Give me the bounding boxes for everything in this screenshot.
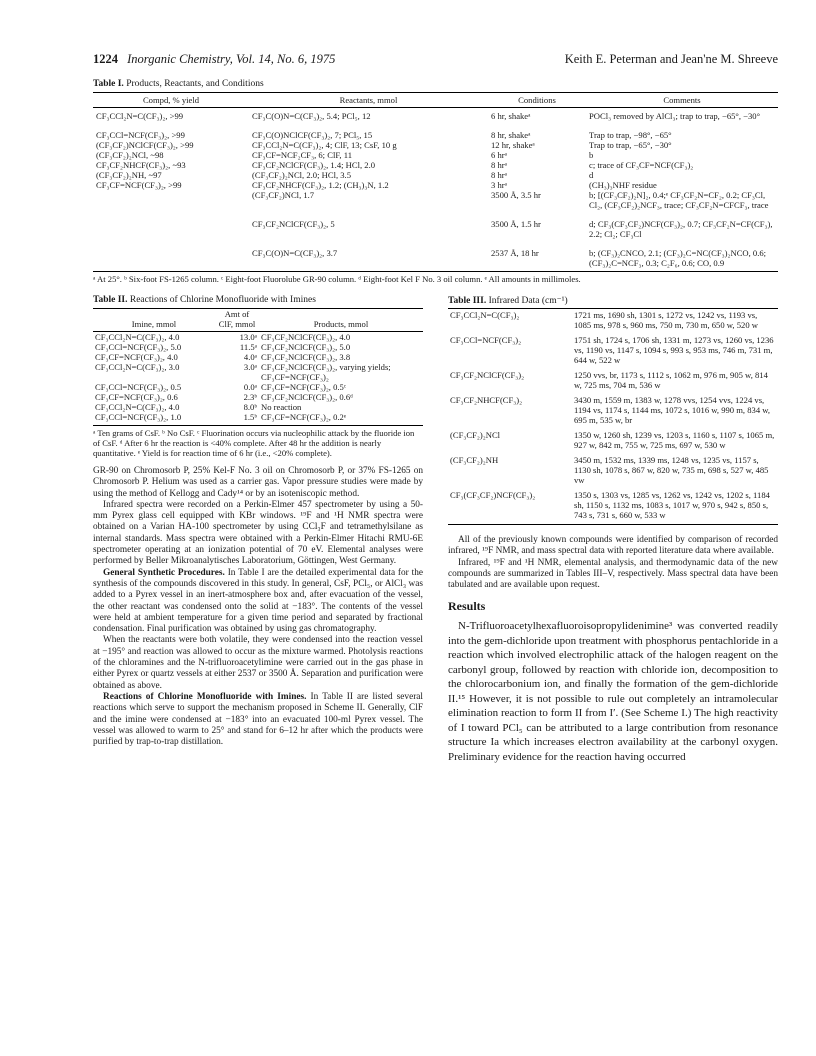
table-row: CF₃(CF₃CF₂)NCF(CF₃)₂ 1350 s, 1303 vs, 1285 vs, 1262 vs, 1242 vs, 1202 s, 1184 sh, 1150 s, 1132 ms, 1083 s, 1017 w, 970 s, 942 s, 850 s, 743 s, 731 s, 660 w, 533 w: [450, 490, 770, 520]
table-row: CF₃CCl₂N=C(CF₃)₂, 3.0 3.0ᵃ CF₃CF₂NClCF(CF₃)₂, varying yields; CF₃CF=NCF(CF₃)₂: [95, 362, 391, 382]
table2-caption: Table II. Reactions of Chlorine Monofluoride with Imines: [93, 295, 316, 305]
table1-header: Conditions: [488, 93, 586, 108]
paragraph: Infrared, ¹⁹F and ¹H NMR, elemental analysis, and thermodynamic data of the new compounds are summarized in Tables III–V, respectively. Mass spectral data have been tabulated and are available upon request.: [448, 557, 778, 591]
table-row: CF₃CCl=NCF(CF₃)₂, >99 CF₃C(O)NClCF(CF₃)₂, 7; PCl₅, 15 8 hr, shakeᵃ Trap to trap, −98°, −65°: [96, 130, 672, 140]
table-row: (CF₃CF₂)NClCF(CF₃)₂, >99 CF₃CCl₂N=C(CF₃)₂, 4; ClF, 13; CsF, 10 g 12 hr, shakeᵃ Trap to trap, −65°, −30°: [96, 140, 672, 150]
paragraph: N-Trifluoroacetylhexafluoroisopropylidenimine³ was converted readily into the gem-dichloride upon treatment with phosphorus pentachloride in a reaction which involved electrophilic attack of the halogen reagent on the carbonyl group, followed by reaction with chloride ion, decomposition to the chlorocarbonium ion, and finally the formation of the gem-dichloride II.¹⁵ However, it is not possible to rule out completely an intramolecular elimination reaction to form II from I′. (See Scheme I.) The high reactivity of I toward PCl₅ can be attributed to a large contribution from resonance structure Ia which increases electron availability at the carbonyl oxygen. Preliminary evidence for the reaction having occurred: [448, 620, 778, 763]
table-row: CF₃CF=NCF(CF₃)₂, 0.6 2.3ᵇ CF₃CF₂NClCF(CF₃)₂, 0.6ᵈ: [95, 392, 353, 402]
table-row: CF₃CCl=NCF(CF₃)₂, 5.0 11.5ᵃ CF₃CF₂NClCF(CF₃)₂, 5.0: [95, 342, 351, 352]
table-row: CF₃CCl₂N=C(CF₃)₂, >99 CF₃C(O)N=C(CF₃)₂, 5.4; PCl₅, 12 6 hr, shakeᵃ POCl₃ removed by AlCl₃; trap to trap, −65°, −30°: [96, 111, 761, 121]
experimental-text: [93, 466, 423, 748]
table-row: (CF₃CF₂)₂NH, ~97 (CF₃CF₂)₂NCl, 2.0; HCl, 3.5 8 hrᵃ d: [96, 170, 594, 180]
results-text: [448, 535, 778, 764]
table1-header: Comments: [586, 93, 778, 108]
table2-header: Imine, mmol: [93, 309, 215, 330]
table-row: (CF₃CF₂)₂NCl, ~98 CF₃CF=NCF₂CF₃, 6; ClF, 11 6 hrᵃ b: [96, 150, 594, 160]
table-row: CF₃CCl=NCF(CF₃)₂, 1.0 1.5ᵇ CF₃CF=NCF(CF₃)₂, 0.2ᵉ: [95, 412, 347, 422]
section-heading: General Synthetic Procedures.: [103, 567, 225, 578]
table3-caption: Table III. Infrared Data (cm⁻¹): [448, 296, 568, 306]
table-row: CF₃CCl₂N=C(CF₃)₂, 4.0 8.0ᵇ No reaction: [95, 402, 302, 412]
table2-footnote: ᵃ Ten grams of CsF. ᵇ No CsF. ᶜ Fluorination occurs via nucleophilic attack by the fluoride ion of CsF. ᵈ After 6 hr the reaction is <40% complete. After 48 hr the addition is nearly quantitative. ᵉ Yield is for reaction time of 6 hr (i.e., <20% complete).: [93, 425, 423, 458]
table-row: CF₃CF₂NHCF(CF₃)₂, ~93 CF₃CF₂NClCF(CF₃)₂, 1.4; HCl, 2.0 8 hrᵃ c; trace of CF₃CF=NCF(CF₃)₂: [96, 160, 694, 170]
table-row: CF₃CF=NCF(CF₃)₂, 4.0 4.0ᵃ CF₃CF₂NClCF(CF₃)₂, 3.8: [95, 352, 351, 362]
table2-header: Amt of ClF, mmol: [215, 309, 259, 330]
paragraph: GR-90 on Chromosorb P, 25% Kel-F No. 3 oil on Chromosorb P, or 37% FS-1265 on Chromosorb P. Helium was used as a carrier gas. Vapor pressure studies were made by using the method of Kellogg and Cady¹⁴ or by an isoteniscopic method.: [93, 466, 423, 499]
table-row: (CF₃CF₂)₂NCl 1350 w, 1260 sh, 1239 vs, 1203 s, 1160 s, 1107 s, 1065 m, 927 w, 842 m, 755 w, 725 ms, 697 w, 530 w: [450, 430, 775, 450]
table-row: CF₃C(O)N=C(CF₃)₂, 3.7 2537 Å, 18 hr b; (CF₃)₂CNCO, 2.1; (CF₃)₂C=NC(CF₃)₂NCO, 0.6; (CF₃)₂C=NCF₃, 0.3; C₂F₆, 0.6; CO, 0.9: [252, 248, 767, 268]
left-column: [93, 295, 423, 764]
paragraph: General Synthetic Procedures. In Table I are the detailed experimental data for the synthesis of the compounds discovered in this study. In general, CsF, PCl₅, or AlCl₃ was added to a Pyrex vessel in an inert-atmosphere box and, after evacuation of the vessel, the other reactant was condensed onto the solid at −183°. The contents of the vessel were held at ambient temperature for a given time period and separated by fractional condensation. Final purification was obtained by using gas chromatography.: [93, 567, 423, 635]
table-row: CF₃CCl=NCF(CF₃)₂, 0.5 0.0ᵃ CF₃CF=NCF(CF₃)₂, 0.5ᶜ: [95, 382, 347, 392]
journal-citation: Inorganic Chemistry, Vol. 14, No. 6, 1975: [127, 52, 336, 66]
table1-header: Reactants, mmol: [249, 93, 488, 108]
table1-caption: Table I. Products, Reactants, and Conditions: [93, 79, 264, 89]
table-row: CF₃CF₂NClCF(CF₃)₂ 1250 vvs, br, 1173 s, 1112 s, 1062 m, 976 m, 905 w, 814 w, 725 ms, 704 m, 536 w: [450, 370, 768, 390]
results-heading: Results: [448, 599, 486, 614]
right-column: [448, 295, 778, 764]
table3: [448, 308, 778, 525]
table-row: CF₃CCl=NCF(CF₃)₂ 1751 sh, 1724 s, 1706 sh, 1331 m, 1273 vs, 1260 vs, 1236 vs, 1190 vs, 1147 s, 1094 s, 993 s, 953 ms, 746 m, 731 m, 644 w, 522 w: [450, 335, 774, 365]
table-row: (CF₃CF₂)NCl, 1.7 3500 Å, 3.5 hr b; [(CF₃CF₂)₂N]₂, 0.4;ᵉ CF₃CF₂N=CF₂, 0.2; CF₃Cl, Cl₂, (CF₃CF₂)₂NCF₃, trace; CF₃CF₂N=CFCF₃, trace: [252, 190, 769, 210]
table-row: CF₃CF₂NClCF(CF₃)₂, 5 3500 Å, 1.5 hr d; CF₃(CF₃CF₂)NCF(CF₃)₂, 0.7; CF₃CF₂N=CF(CF₃), 2.2; Cl₂; CF₃Cl: [252, 219, 773, 239]
page-header: [93, 52, 778, 67]
table1-footnote: ᵃ At 25°. ᵇ Six-foot FS-1265 column. ᶜ Eight-foot Fluorolube GR-90 column. ᵈ Eight-foot Kel F No. 3 oil column. ᵉ All amounts in millimoles.: [93, 271, 778, 285]
table-row: CF₃CCl₂N=C(CF₃)₂, 4.0 13.0ᵃ CF₃CF₂NClCF(CF₃)₂, 4.0: [95, 332, 351, 342]
table2-header: Products, mmol: [259, 309, 423, 330]
table-row: CF₃CF=NCF(CF₃)₂, >99 CF₃CF₂NHCF(CF₃)₂, 1.2; (CH₃)₃N, 1.2 3 hrᵃ (CH₃)₃NHF residue: [96, 180, 657, 190]
paragraph: Infrared spectra were recorded on a Perkin-Elmer 457 spectrometer by using a 50-mm Pyrex glass cell equipped with KBr windows. ¹⁹F and ¹H NMR spectra were obtained on a Varian HA-100 spectrometer by using CCl₃F and tetramethylsilane as internal standards. Mass spectra were obtained with a Perkin-Elmer Hitachi RMU-6E spectrometer operating at an ionization potential of 70 eV. Elemental analyses were performed by Beller Mikroanalytisches Laboratorium, Göttingen, West Germany.: [93, 499, 423, 567]
journal-page: [93, 52, 778, 764]
authors: Keith E. Peterman and Jean'ne M. Shreeve: [564, 52, 778, 66]
paragraph: Reactions of Chlorine Monofluoride with Imines. In Table II are listed several reactions which serve to support the mechanism proposed in Scheme II. Generally, ClF and the imine were condensed at −183° into an evacuated 100-ml Pyrex vessel. The vessel was allowed to warm to 25° and stand for 6–12 hr after which the products were purified by trap-to-trap distillation.: [93, 691, 424, 748]
table-row: CF₃CF₂NHCF(CF₃)₂ 3430 m, 1559 m, 1383 w, 1278 vvs, 1254 vvs, 1224 vs, 1194 vs, 1174 s, 1144 ms, 1072 s, 1016 w, 990 m, 834 w, 695 m, 535 w, br: [450, 395, 771, 425]
paragraph: When the reactants were both volatile, they were condensed into the reaction vessel at −195° and reaction was allowed to occur as the mixture warmed. Photolysis reactions of the chloramines and the N-trifluoroacetylimine were carried out in the gas phase in either Pyrex or quartz vessels at either 2537 or 3500 Å. Separation and purification were obtained as above.: [93, 635, 423, 691]
page-number: 1224: [93, 52, 118, 66]
table-row: (CF₃CF₂)₂NH 3450 m, 1532 ms, 1339 ms, 1248 vs, 1235 vs, 1157 s, 1130 sh, 1078 s, 867 w, 820 w, 735 m, 698 s, 527 w, 485 vw: [450, 455, 769, 485]
table-row: CF₃CCl₂N=C(CF₃)₂ 1721 ms, 1690 sh, 1301 s, 1272 vs, 1242 vs, 1193 vs, 1085 ms, 978 s, 960 ms, 750 m, 730 m, 650 w, 520 w: [450, 310, 758, 330]
table2: [93, 308, 423, 422]
table1-header: Compd, % yield: [93, 93, 249, 108]
paragraph: All of the previously known compounds were identified by comparison of recorded infrared, ¹⁹F NMR, and mass spectral data with reported literature data where available.: [448, 535, 778, 557]
section-heading: Reactions of Chlorine Monofluoride with Imines.: [103, 691, 307, 702]
table1: [93, 92, 778, 268]
